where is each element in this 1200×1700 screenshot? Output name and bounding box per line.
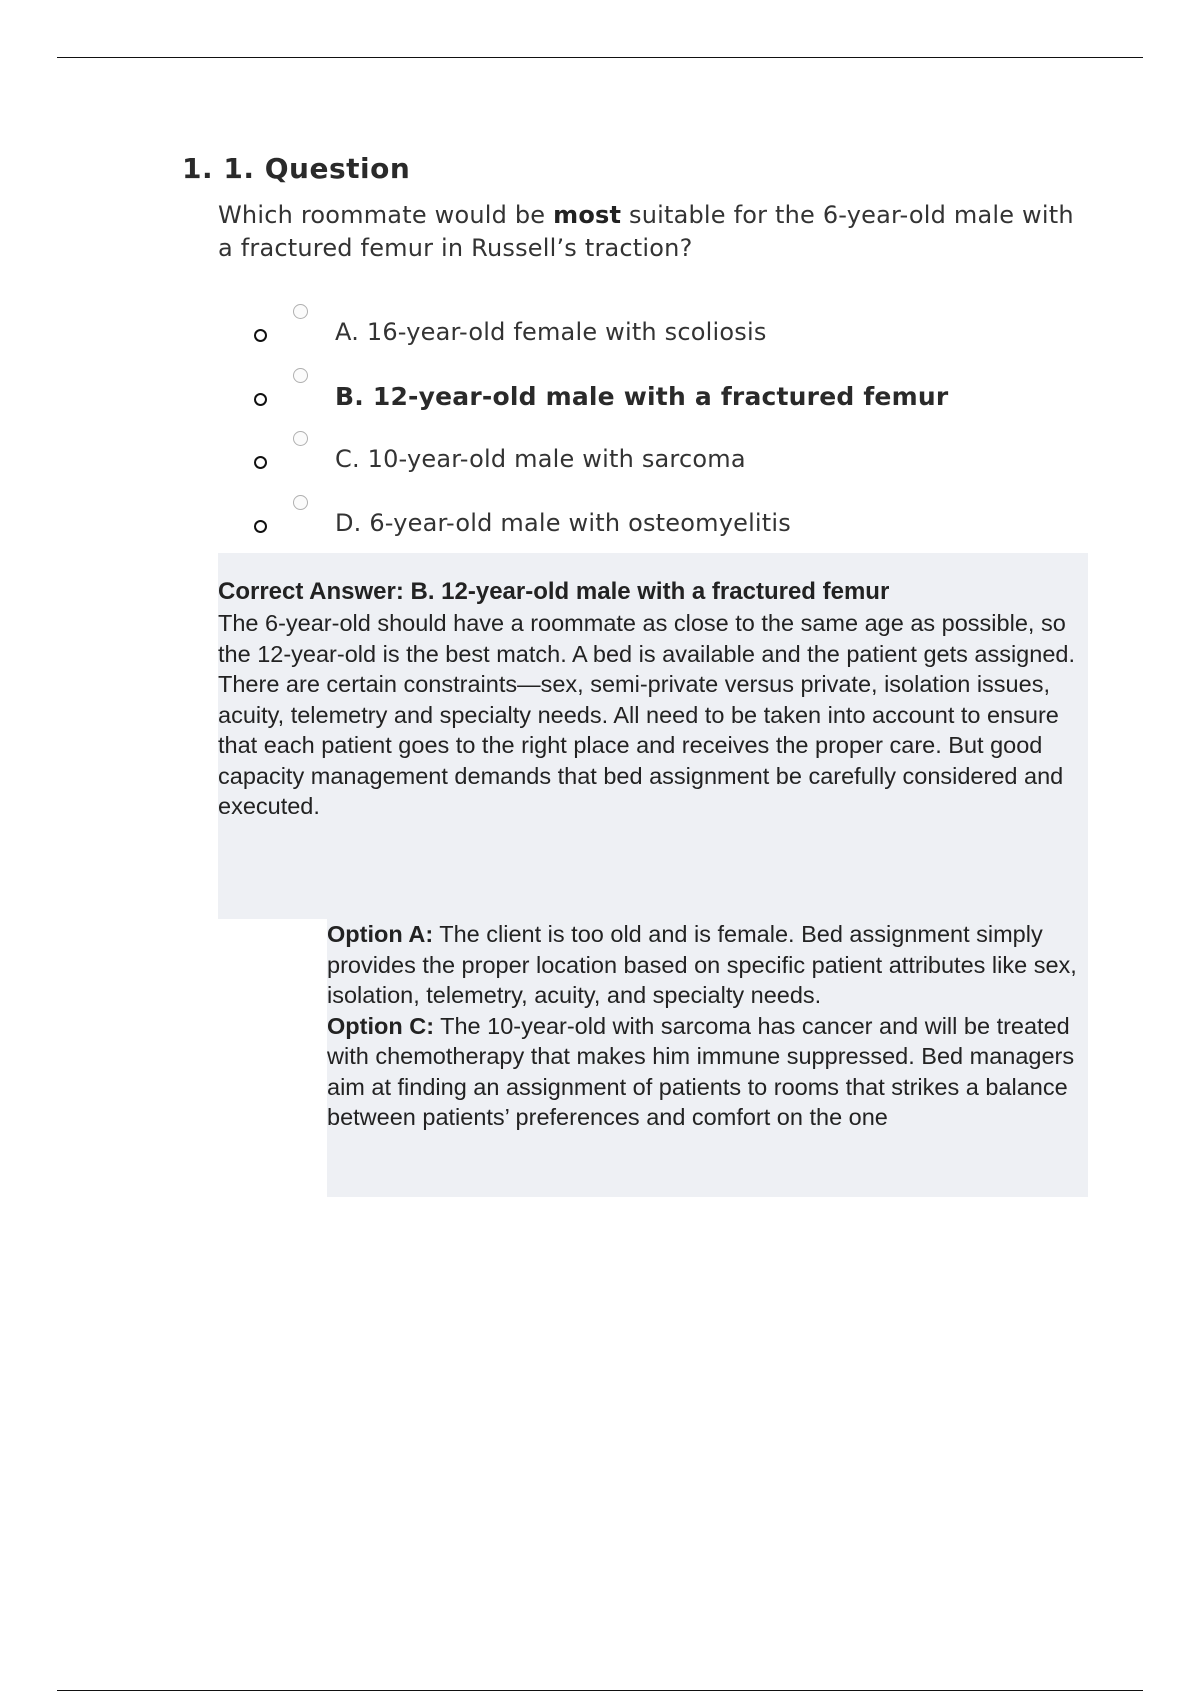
option-d[interactable] [250, 495, 1150, 545]
question-text-post: suitable for the 6-year-old male with a fractured femur in Russell’s traction? [218, 201, 1074, 262]
list-bullet-icon [254, 520, 267, 533]
question-heading: 1. 1. Question [182, 152, 411, 185]
correct-answer-explanation: The 6-year-old should have a roommate as close to the same age as possible, so the 12-year-old is the best match. A bed is available and the patient gets assigned. There are certain constraints—sex, semi-private versus private, isolation issues, acuity, telemetry and specialty needs. All need to be taken into account to ensure that each patient goes to the right place and receives the proper care. But good capacity management demands that bed assignment be carefully considered and executed. [218, 610, 1075, 819]
top-rule [57, 57, 1143, 58]
option-c-explanation-text: The 10-year-old with sarcoma has cancer and will be treated with chemotherapy that makes him immune suppressed. Bed managers aim at finding an assignment of patients to rooms that strikes a balance between patients’ preferences and comfort on the one [327, 1012, 1075, 1130]
option-b-label: B. 12-year-old male with a fractured femur [335, 382, 949, 411]
correct-answer-panel [218, 553, 1088, 919]
option-c[interactable] [250, 431, 1150, 481]
option-a-explanation [327, 919, 1088, 1011]
question-text [218, 199, 1088, 265]
question-text-emphasis: most [553, 201, 622, 229]
list-bullet-icon [254, 456, 267, 469]
option-b-radio[interactable] [293, 368, 308, 383]
list-bullet-icon [254, 393, 267, 406]
option-explanations-panel [327, 919, 1088, 1197]
option-c-label: C. 10-year-old male with sarcoma [335, 445, 746, 473]
option-c-radio[interactable] [293, 431, 308, 446]
bottom-rule [57, 1690, 1143, 1691]
option-c-explanation-label: Option C: [327, 1012, 435, 1039]
option-a-explanation-text: The client is too old and is female. Bed assignment simply provides the proper location based on specific patient attributes like sex, isolation, telemetry, acuity, and specialty needs. [327, 921, 1077, 1008]
option-a-label: A. 16-year-old female with scoliosis [335, 318, 767, 346]
option-a-explanation-label: Option A: [327, 921, 434, 947]
option-a-radio[interactable] [293, 304, 308, 319]
question-text-pre: Which roommate would be [218, 201, 554, 229]
correct-answer-title: Correct Answer: B. 12-year-old male with a fractured femur [218, 578, 890, 605]
option-d-radio[interactable] [293, 495, 308, 510]
option-c-explanation [327, 1011, 1088, 1133]
option-d-label: D. 6-year-old male with osteomyelitis [335, 509, 791, 537]
list-bullet-icon [254, 329, 267, 342]
option-b[interactable] [250, 368, 1150, 418]
option-a[interactable] [250, 304, 1150, 354]
